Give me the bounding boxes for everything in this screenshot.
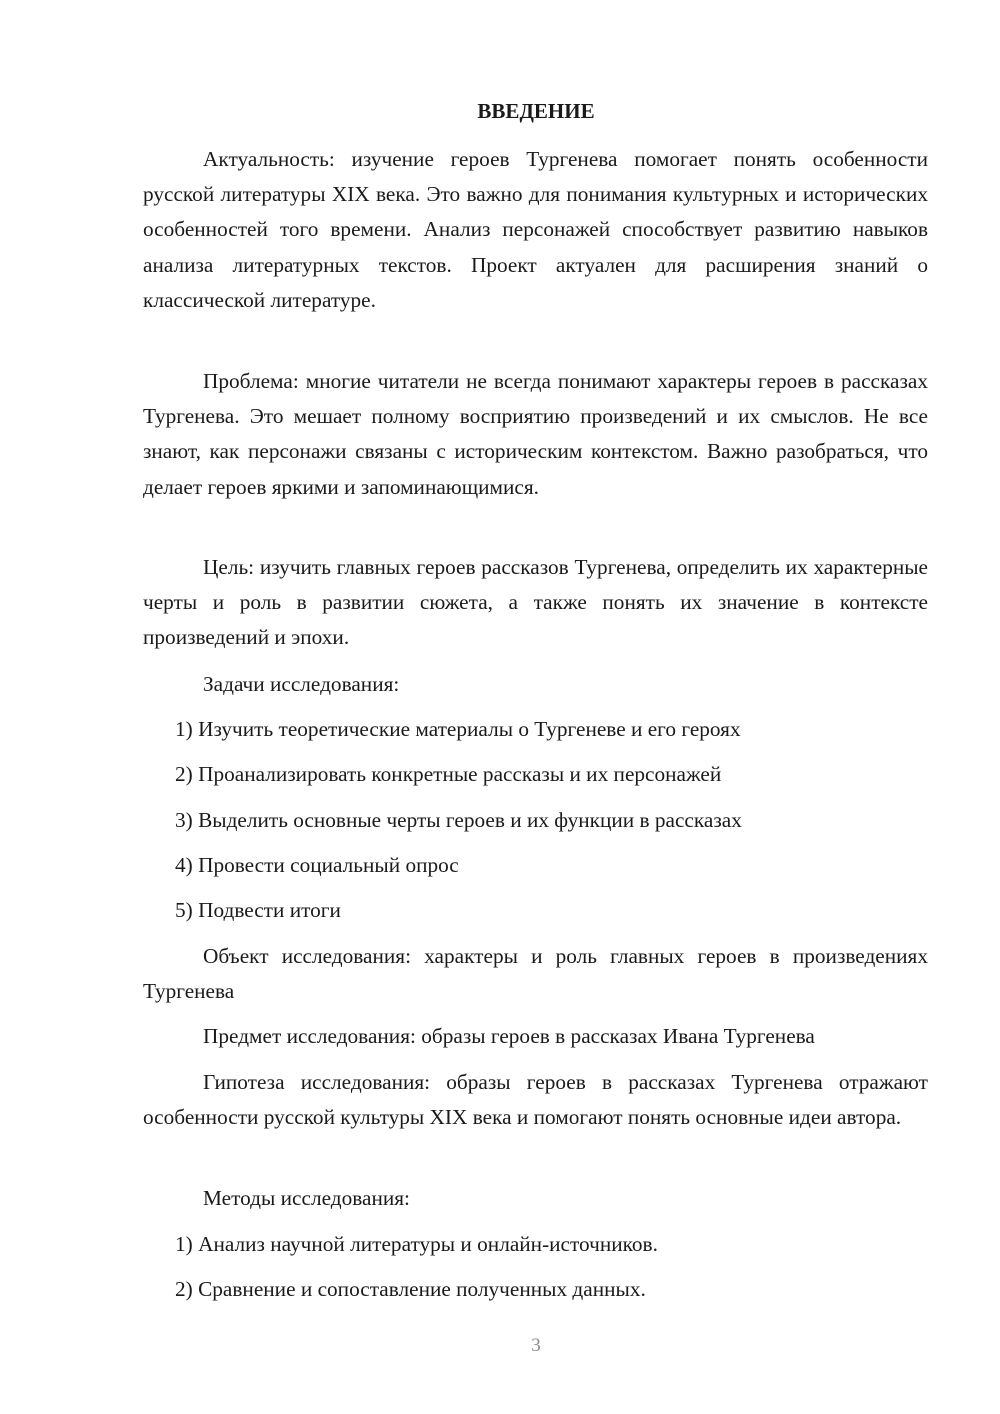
task-item: 3) Выделить основные черты героев и их функции в рассказах — [175, 808, 742, 832]
relevance-paragraph: Актуальность: изучение героев Тургенева помогает понять особенности русской литературы XIX века. Это важно для понимания культурных и исторических особенностей того времени. Анализ персонажей способствует развитию навыков анализа литературных текстов. Проект актуален для расширения знаний о классической литературе. — [143, 147, 928, 312]
tasks-heading: Задачи исследования: — [203, 672, 400, 696]
page-number: 3 — [531, 1335, 541, 1356]
hypothesis-paragraph: Гипотеза исследования: образы героев в рассказах Тургенева отражают особенности русской культуры XIX века и помогают понять основные идеи автора. — [143, 1070, 928, 1130]
task-item: 5) Подвести итоги — [175, 898, 341, 922]
method-item: 1) Анализ научной литературы и онлайн-источников. — [175, 1232, 658, 1256]
object-paragraph: Объект исследования: характеры и роль главных героев в произведениях Тургенева — [143, 944, 928, 1004]
methods-heading: Методы исследования: — [203, 1186, 410, 1210]
task-item: 2) Проанализировать конкретные рассказы и их персонажей — [175, 762, 722, 786]
problem-paragraph: Проблема: многие читатели не всегда понимают характеры героев в рассказах Тургенева. Это мешает полному восприятию произведений и их смыслов. Не все знают, как персонажи связаны с историческим контекстом. Важно разобраться, что делает героев яркими и запоминающимися. — [143, 369, 928, 499]
goal-paragraph: Цель: изучить главных героев рассказов Тургенева, определить их характерные черты и роль в развитии сюжета, а также понять их значение в контексте произведений и эпохи. — [143, 555, 928, 650]
method-item: 2) Сравнение и сопоставление полученных данных. — [175, 1277, 646, 1301]
task-item: 1) Изучить теоретические материалы о Тургеневе и его героях — [175, 717, 741, 741]
subject-paragraph: Предмет исследования: образы героев в рассказах Ивана Тургенева — [203, 1024, 815, 1048]
page-title: ВВЕДЕНИЕ — [477, 99, 595, 123]
task-item: 4) Провести социальный опрос — [175, 853, 459, 877]
